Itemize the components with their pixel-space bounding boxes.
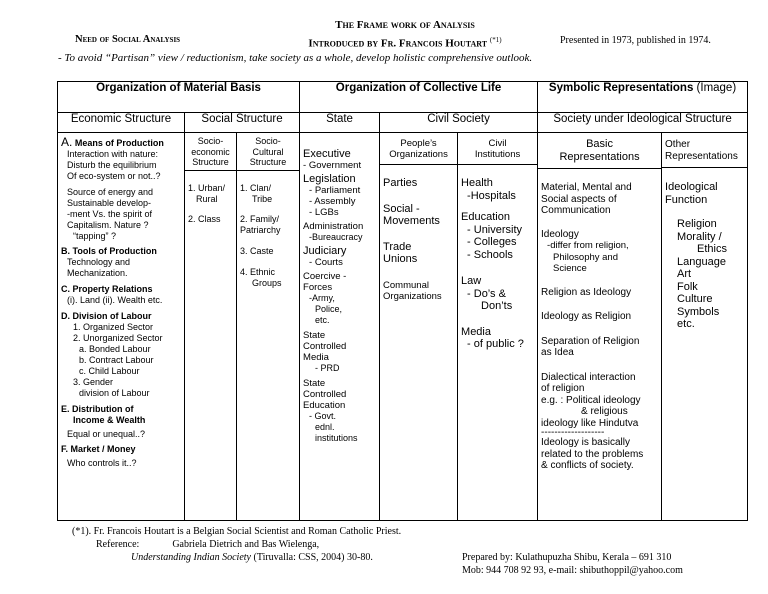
page-title: The Frame work of Analysis — [335, 19, 475, 31]
prepared-by: Prepared by: Kulathupuzha Shibu, Kerala – 691 310 Mob: 944 708 92 93, e-mail: shibuthoppil@yahoo.com — [462, 552, 683, 576]
collective-header: Organization of Collective Life — [300, 82, 538, 113]
contact-info: Mob: 944 708 92 93, e-mail: shibuthoppil@yahoo.com — [462, 565, 683, 576]
footnote: (*1). Fr. Francois Houtart is a Belgian Social Scientist and Roman Catholic Priest. — [72, 526, 402, 537]
symbolic-header: Symbolic Representations (Image) — [538, 82, 748, 113]
state-cell: Executive - Government Legislation - Parliament - Assembly - LGBs Administration -Bureaucracy Judiciary - Courts Coercive - Forces -Army, Police, etc. State Controlled Media - PRD State Controlled Education - Govt. ednl. institutions — [300, 133, 380, 521]
economic-header: Economic Structure — [58, 113, 185, 133]
content-row — [58, 133, 748, 521]
goal-statement: - To avoid “Partisan” view / reductionism, take society as a whole, develop holistic comprehensive outlook. — [58, 52, 533, 64]
economic-cell: A. Means of Production Interaction with nature: Disturb the equilibrium Of eco-system or not..? Source of energy and Sustainable develop- -ment Vs. the spirit of Capitalism. Nature ? “tapping” ? B. Tools of Production Technology and Mechanization. C. Property Relations (i). Land (ii). Wealth etc. D. Division of Labour 1. Organized Sector 2. Unorganized Sector a. Bonded Labour b. Contract Labour c. Child Labour 3. Gender division of Labour E. Distribution of Income & Wealth Equal or unequal..? F. Market / Money Who controls it..? — [58, 133, 185, 521]
civil-institutions-cell: Civil Institutions Health -Hospitals Education - University - Colleges - Schools Law - Do’s & Don’ts Media - of public ? — [458, 133, 538, 521]
basic-representations-cell: Basic Representations Material, Mental and Social aspects of Communication Ideology -differ from religion, Philosophy and Science Religion as Ideology Ideology as Religion Separation of Religion as Idea Dialectical interaction of religion e.g. : Political ideology & religious ideology like Hindutva ------------------- Ideology is basically related to the problems & conflicts of society. — [538, 133, 662, 521]
peoples-organizations-cell: People’s Organizations Parties Social - Movements Trade Unions Communal Organizations — [380, 133, 458, 521]
header-row-2 — [58, 113, 748, 133]
header-left: Need of Social Analysis — [75, 34, 181, 45]
analysis-table — [57, 81, 748, 521]
ideological-header: Society under Ideological Structure — [538, 113, 748, 133]
other-representations-cell: Other Representations Ideological Function Religion Morality / Ethics Language Art Folk Culture Symbols etc. — [662, 133, 748, 521]
civil-header: Civil Society — [380, 113, 538, 133]
footnote-mark: (*1) — [489, 36, 502, 44]
socio-cultural-cell: Socio- Cultural Structure 1. Clan/ Tribe 2. Family/ Patriarchy 3. Caste 4. Ethnic Groups — [237, 133, 300, 521]
social-header: Social Structure — [185, 113, 300, 133]
state-header: State — [300, 113, 380, 133]
header-row-1 — [58, 82, 748, 113]
header-title-block — [290, 18, 520, 52]
material-header: Organization of Material Basis — [58, 82, 300, 113]
page-subtitle: Introduced by Fr. Francois Houtart $^{(*1)}$ — [308, 36, 502, 50]
socio-economic-cell: Socio- economic Structure 1. Urban/ Rural 2. Class — [185, 133, 237, 521]
header-right: Presented in 1973, published in 1974. — [560, 35, 711, 46]
reference-book: Understanding Indian Society (Tiruvalla: CSS, 2004) 30-80. — [131, 552, 373, 563]
reference-line: Reference: Gabriela Dietrich and Bas Wielenga, — [96, 539, 320, 550]
